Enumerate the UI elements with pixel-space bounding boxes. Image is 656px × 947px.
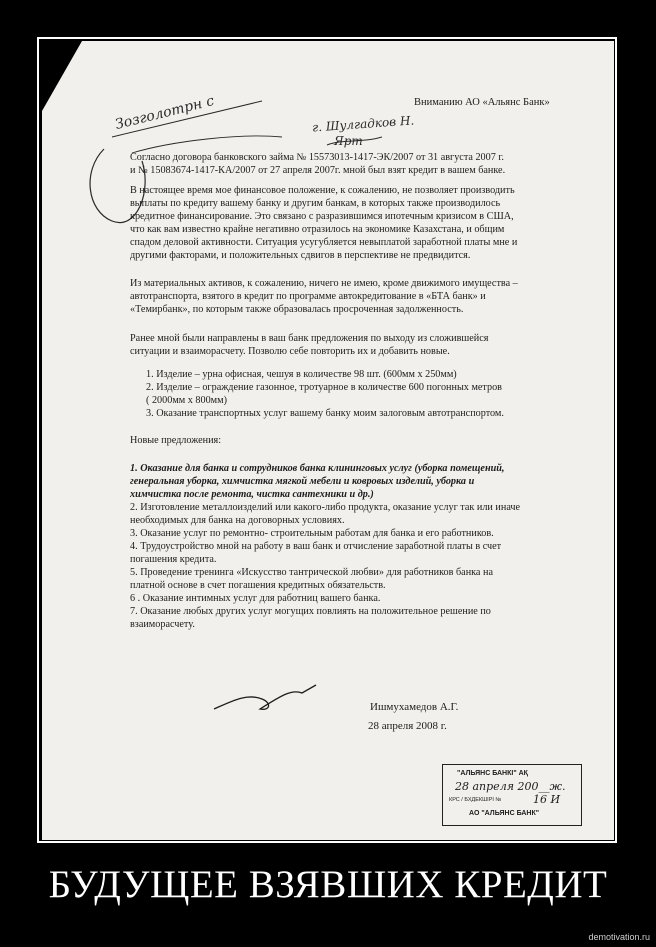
text-line: что как вам известно крайне негативно отразилось на экономике Казахстана, и общим [130, 224, 505, 235]
list-item: 2. Изделие – ограждение газонное, тротуарное в количестве 600 погонных метров [146, 382, 502, 393]
text-line: ситуации и взаиморасчету. Позволю себе повторить их и добавить новые. [130, 346, 450, 357]
paragraph-assets [130, 277, 518, 316]
list-item: 5. Проведение тренинга «Искусство тантрической любви» для работников банка на [130, 567, 493, 578]
addressee: Вниманию АО «Альянс Банк» [414, 97, 550, 108]
list-previous-offers [146, 368, 504, 420]
stamp-number: 16 И [533, 793, 561, 806]
poster-caption: БУДУЩЕЕ ВЗЯВШИХ КРЕДИТ [48, 863, 608, 906]
signatory-name: Ишмухамедов А.Г. [370, 701, 459, 713]
text-line: другими факторами, и положительных сдвигов в перспективе не предвидится. [130, 250, 471, 261]
text-line: В настоящее время мое финансовое положение, к сожалению, не позволяет производить [130, 185, 515, 196]
text-line: Согласно договора банковского займа № 15573013-1417-ЭК/2007 от 31 августа 2007 г. [130, 152, 504, 163]
text-line: Из материальных активов, к сожалению, ничего не имею, кроме движимого имущества – [130, 278, 518, 289]
list-item: 3. Оказание транспортных услуг вашему банку моим залоговым автотранспортом. [146, 408, 504, 419]
scanned-letter [42, 41, 614, 840]
bank-receipt-stamp [442, 764, 582, 826]
list-item: платной основе в счет погашения кредитных обязательств. [130, 580, 386, 591]
handwritten-note: г. Шулгадков Н. [311, 113, 415, 135]
handwritten-note: Ярт [334, 134, 363, 148]
list-item: ( 2000мм х 800мм) [146, 395, 227, 406]
site-watermark: demotivation.ru [588, 932, 650, 942]
text-line: «Темирбанк», по которым также образовалась просроченная задолженность. [130, 304, 464, 315]
signature-date: 28 апреля 2008 г. [368, 720, 447, 732]
stamp-bank-ru: АО "АЛЬЯНС БАНК" [469, 810, 540, 817]
text-line: выплаты по кредиту вашему банку и другим банкам, в которых также производилось [130, 198, 501, 209]
text-line: Ранее мной были направлены в ваш банк предложения по выходу из сложившейся [130, 333, 489, 344]
list-item: 1. Изделие – урна офисная, чешуя в количестве 98 шт. (600мм х 250мм) [146, 369, 457, 380]
text-line: кредитное финансирование. Это связано с разразившимся ипотечным кризисом в США, [130, 211, 514, 222]
list-item: погашения кредита. [130, 554, 217, 565]
stamp-code: КРС / БХДЕКШІРІ № [449, 797, 502, 803]
text-line: генеральная уборка, химчистка мягкой мебели и ковровых изделий, уборка и [130, 476, 475, 487]
section-heading: Новые предложения: [130, 435, 222, 446]
list-item: взаиморасчету. [130, 619, 195, 630]
text-line: 1. Оказание для банка и сотрудников банка клининговых услуг (уборка помещений, [130, 463, 505, 474]
list-item-cleaning-offer [130, 462, 504, 501]
list-new-offers [130, 501, 520, 631]
signature [212, 681, 332, 721]
text-line: химчистка после ремонта, чистка сантехники и др.) [130, 489, 374, 500]
list-item: 2. Изготовление металлоизделий или какого-либо продукта, оказание услуг так или иначе [130, 502, 521, 513]
stamp-date: 28 апреля 200__ж. [455, 780, 566, 793]
text-line: и № 15083674-1417-КА/2007 от 27 апреля 2007г. мной был взят кредит в вашем банке. [130, 165, 506, 176]
paragraph-previous-offers [130, 332, 488, 358]
handwritten-note: Зозголотрн с [113, 92, 216, 134]
list-item: 6 . Оказание интимных услуг для работниц вашего банка. [130, 593, 381, 604]
stamp-bank: "АЛЬЯНС БАНКІ" АҚ [457, 770, 528, 777]
folded-corner [42, 41, 82, 111]
paragraph-financial-situation [130, 184, 517, 262]
list-item: 4. Трудоустройство мной на работу в ваш банк и отчисление заработной платы в счет [130, 541, 502, 552]
text-line: спадом деловой активности. Ситуация усугубляется невыплатой заработной платы мне и [130, 237, 518, 248]
list-item: 7. Оказание любых других услуг могущих повлиять на положительное решение по [130, 606, 491, 617]
text-line: автотранспорта, взятого в кредит по программе автокредитование в «БТА банк» и [130, 291, 486, 302]
paragraph-loan-contracts [130, 151, 505, 177]
list-item: необходимых для банка на договорных условиях. [130, 515, 345, 526]
list-item: 3. Оказание услуг по ремонтно- строительным работам для банка и его работников. [130, 528, 494, 539]
